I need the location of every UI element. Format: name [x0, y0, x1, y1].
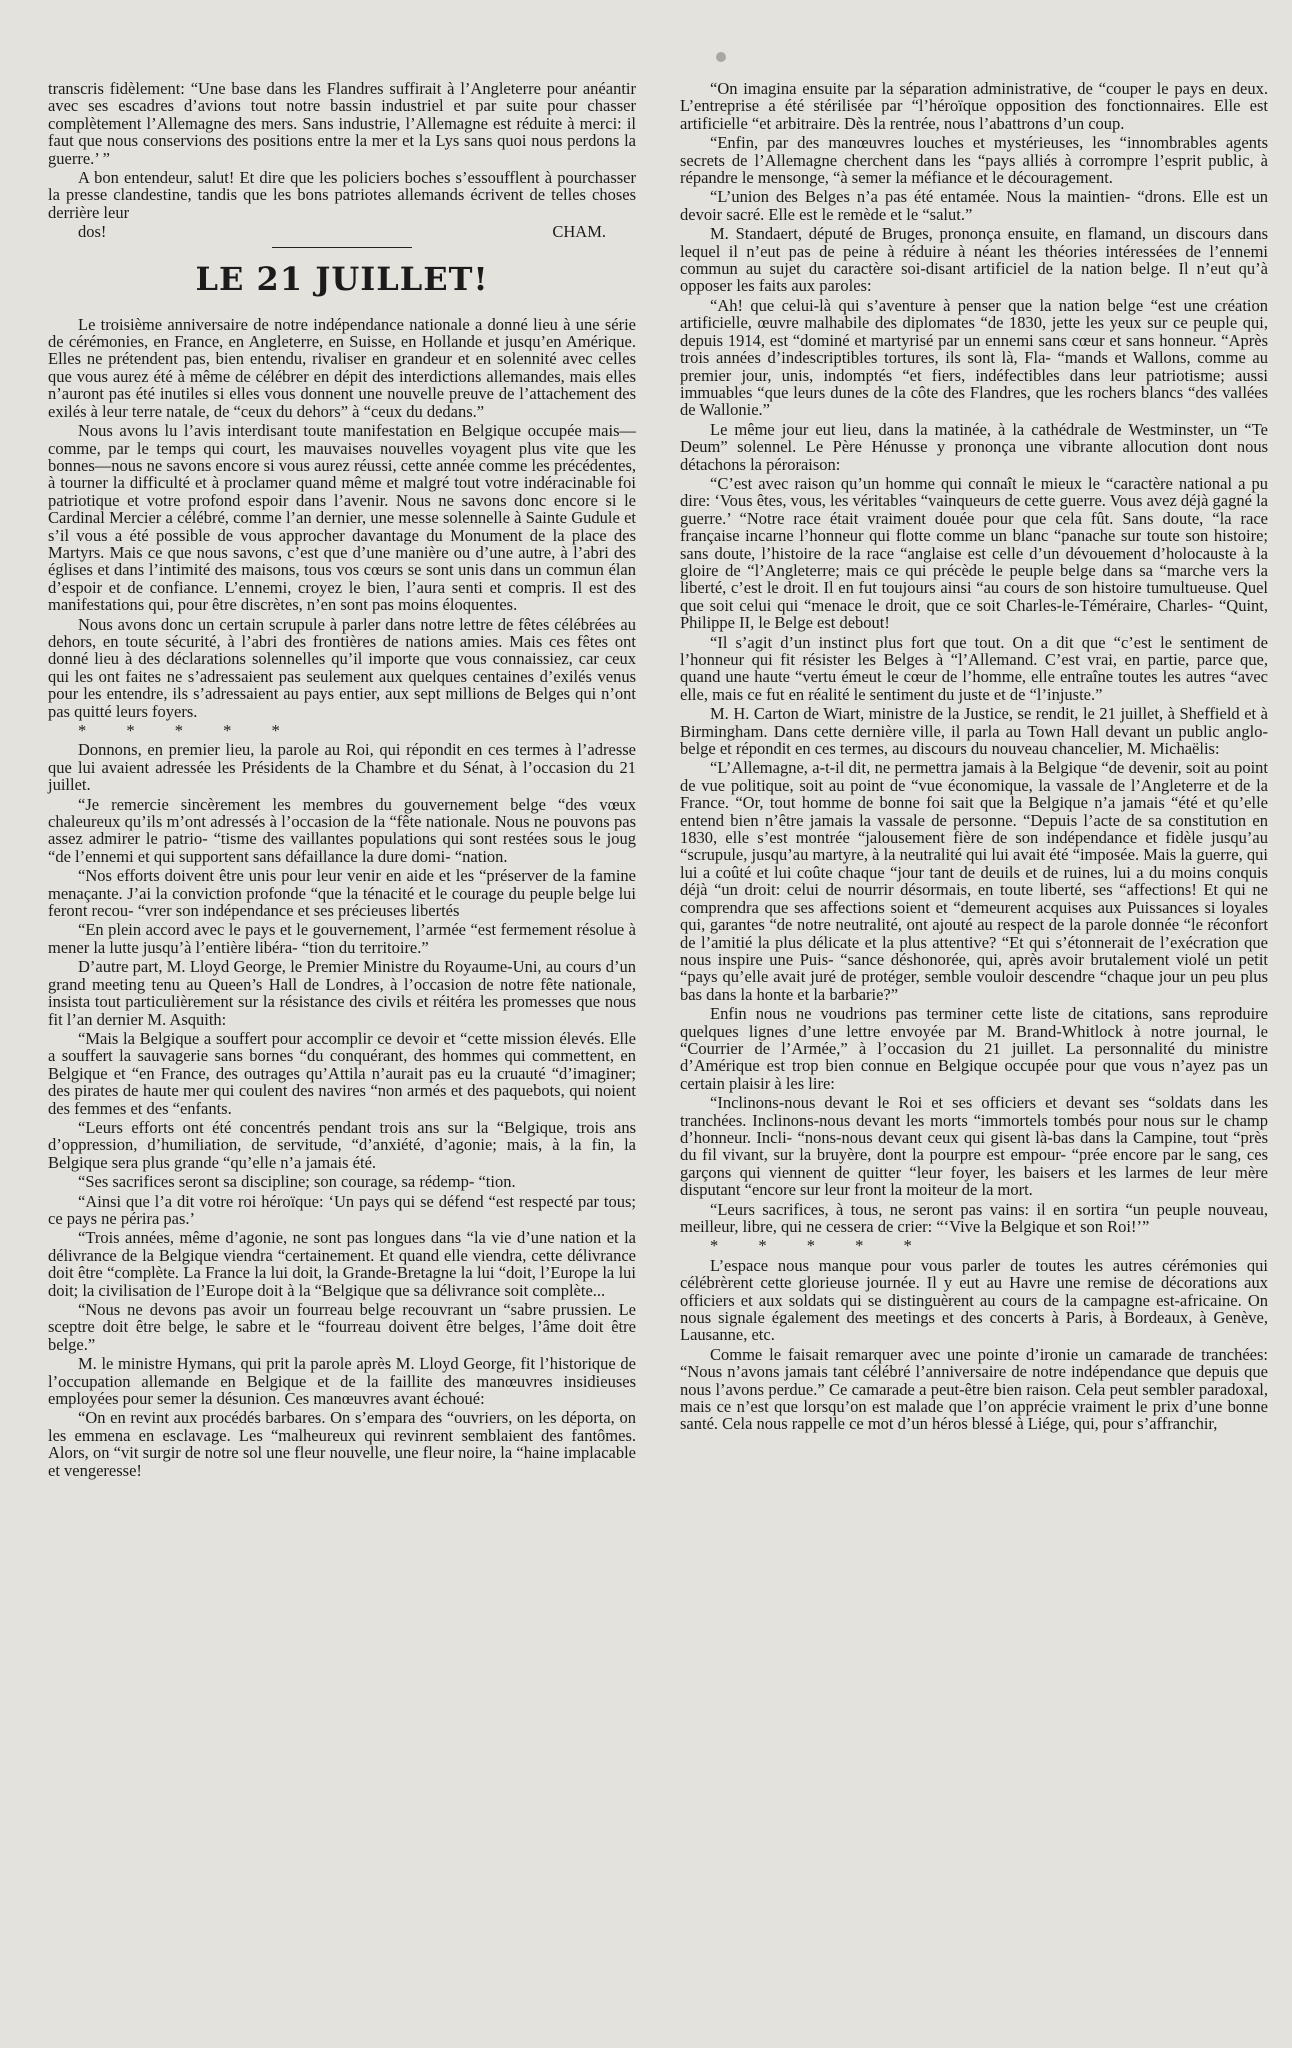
paragraph: “Il s’agit d’un instinct plus fort que tout. On a dit que “c’est le sentiment de l’honneur qui fit résister les Belges à “l’Allemand. C’est vrai, en partie, parce que, quand une haute “vertu émeut le cœur de l’homme, elle entraîne toutes les autres “avec elle, mais ce fut en réalité le sentiment du juste et de “l’injuste.” — [680, 632, 1268, 704]
left-body-part-1 — [48, 316, 636, 720]
paragraph: transcris fidèlement: “Une base dans les Flandres suffirait à l’Angleterre pour anéantir avec ses escadres d’avions tout notre bassin industriel et par suite pour chasser complètement l’Allemagne des mers. Sans industrie, l’Allemagne est réduite à merci: il faut que nous conservions des positions entre la mer et la Lys sans quoi nous perdons la guerre.’ ” — [48, 79, 636, 168]
paragraph: “Nos efforts doivent être unis pour leur venir en aide et les “préserver de la famine menaçante. J’ai la conviction profonde “que la ténacité et le courage du peuple belge lui feront recou- “vrer son indépendance et ses précieuses libertés — [48, 866, 636, 921]
right-column — [680, 80, 1268, 2048]
paragraph: Comme le faisait remarquer avec une pointe d’ironie un camarade de tranchées: “Nous n’avons jamais tant célébré l’anniversaire de notre indépendance que depuis que nous l’avons perdue.” Ce camarade a peut-être bien raison. Cela peut sembler paradoxal, mais ce n’est que lorsqu’on est malade que l’on apprécie vraiment le prix d’une bonne santé. Cela nous rappelle ce mot d’un héros blessé à Liége, qui, pour s’affranchir, — [680, 1344, 1268, 1434]
paragraph: A bon entendeur, salut! Et dire que les policiers boches s’essoufflent à pourchasser la presse clandestine, tandis que les bons patriotes allemands écrivent de telles choses derrière leur — [48, 168, 636, 222]
section-stars: * * * * * — [78, 721, 298, 740]
paragraph: “Nous ne devons pas avoir un fourreau belge recouvrant un “sabre prussien. Le sceptre doit être belge, le sabre et le “fourreau doivent être belges, l’âme doit être belge.” — [48, 1300, 636, 1354]
left-body-part-2 — [48, 741, 636, 1479]
article-headline: LE 21 JUILLET! — [195, 259, 489, 298]
left-column — [48, 80, 636, 2048]
paragraph: “C’est avec raison qu’un homme qui connaît le mieux le “caractère national a pu dire: ‘Vous êtes, vous, les véritables “vainqueurs de cette guerre. Vous avez déjà gagné la guerre.’ “Notre race était vraiment douée pour que cela fût. Sans doute, “la race française incarne l’honneur qui flotte comme un blanc “panache sur toute son histoire; sans doute, l’histoire de la race “anglaise est celle d’un dévouement d’holocauste à la gloire de “l’Angleterre; mais ce qui précède le peuple belge dans sa “marche vers la liberté, c’est le droit. Il en fut toujours ainsi “au cours de son histoire tumultueuse. Quel que soit celui qui “menace le droit, que ce soit Charles-le-Téméraire, Charles- “Quint, Philippe II, le Belge est debout! — [680, 473, 1268, 633]
paragraph: “Inclinons-nous devant le Roi et ses officiers et devant ses “soldats dans les tranchées. Inclinons-nous devant les morts “immortels tombés pour nous sur le champ d’honneur. Incli- “nons-nous devant ceux qui gisent là-bas dans la Campine, tout “près du fil vivant, sur la bruyère, dont la pourpre est empour- “prée encore par le sang, ces garçons qui viennent de quitter “leur foyer, les baisers et les larmes de leur mère disputant “encore sur leur front la moiteur de la mort. — [680, 1093, 1268, 1200]
section-divider — [272, 247, 412, 248]
right-body-part-1 — [680, 80, 1268, 1235]
paragraph: “Ainsi que l’a dit votre roi héroïque: ‘Un pays qui se défend “est respecté par tous; ce pays ne périra pas.’ — [48, 1191, 636, 1228]
right-body-part-2 — [680, 1257, 1268, 1433]
paragraph: M. le ministre Hymans, qui prit la parole après M. Lloyd George, fit l’historique de l’occupation allemande en Belgique et de la faillite des manœuvres insidieuses employées pour semer la désunion. Ces manœuvres avant échoué: — [48, 1354, 636, 1409]
section-stars: * * * * * — [710, 1236, 930, 1256]
paragraph: Le même jour eut lieu, dans la matinée, à la cathédrale de Westminster, un “Te Deum” solennel. Le Père Hénusse y prononça une vibrante allocution dont nous détachons la péroraison: — [680, 419, 1268, 474]
paragraph: “En plein accord avec le pays et le gouvernement, l’armée “est fermement résolue à mener la lutte jusqu’à l’entière libéra- “tion du territoire.” — [48, 920, 636, 957]
paragraph: M. H. Carton de Wiart, ministre de la Justice, se rendit, le 21 juillet, à Sheffield et à Birmingham. Dans cette dernière ville, il parla au Town Hall devant un public anglo-belge et répondit en ces termes, au discours du nouveau chancelier, M. Michaëlis: — [680, 704, 1268, 759]
paragraph: Enfin nous ne voudrions pas terminer cette liste de citations, sans reproduire quelques lignes d’une lettre envoyée par M. Brand-Whitlock à notre journal, le “Courrier de l’Armée,” à l’occasion du 21 juillet. La personnalité du ministre d’Amérique est trop bien connue en Belgique occupée pour que vous n’ayez pas un certain plaisir à les lire: — [680, 1004, 1268, 1093]
paragraph: “Mais la Belgique a souffert pour accomplir ce devoir et “cette mission élevés. Elle a souffert la sauvagerie sans bornes “du conquérant, des hommes qui commettent, en Belgique et “en France, des outrages qu’Attila n’aurait pas eu la cruauté “d’imaginer; des pirates de haute mer qui coulent des navires “non armés et des paquebots, qui noient des femmes et des “enfants. — [48, 1028, 636, 1118]
signoff — [48, 223, 636, 240]
paragraph: Nous avons donc un certain scrupule à parler dans notre lettre de fêtes célébrées au dehors, en toute sécurité, à l’abri des frontières de nations amies. Mais ces fêtes ont donné lieu à des déclarations solennelles qu’il importe que vous connaissiez, car ceux qui les ont faites ne s’adressaient pas seulement aux quelques centaines d’exilés venus pour les entendre, ils s’adressaient au pays entier, aux sept millions de Belges qui n’ont pas quitté leurs foyers. — [48, 614, 636, 721]
paragraph: “L’Allemagne, a-t-il dit, ne permettra jamais à la Belgique “de devenir, soit au point de vue politique, soit au point de “vue économique, la vassale de l’Angleterre et de la France. “Or, tout homme de bonne foi sait que la Belgique n’a jamais “été et qu’elle entend bien n’être jamais la vassale de personne. “Depuis l’acte de sa constitution en 1830, elle s’est montrée “jalousement fière de son indépendance et fidèle jusqu’au “scrupule, jusqu’au martyre, à la neutralité qui lui avait été “imposée. Mais la guerre, qui lui a coûté et lui coûte chaque “jour tant de deuils et de ruines, lui a du moins conquis déjà “un droit: celui de nourrir désormais, en toute liberté, ses “affections! Et qui ne comprendra que ses affections soient et “demeurent acquises aux Puissances si loyales qui, garantes “de notre neutralité, ont ajouté au respect de la parole donnée “le réconfort de l’amitié la plus délicate et la plus attentive? “Et qui s’étonnerait de l’exécration que nous inspire une Puis- “sance déshonorée, qui, après avoir brutalement violé un petit “pays qu’elle avait juré de protéger, semble vouloir descendre “chaque jour un peu plus bas dans la honte et la barbarie?” — [680, 758, 1268, 1004]
paragraph: “Enfin, par des manœuvres louches et mystérieuses, les “innombrables agents secrets de l’Allemagne cherchent dans les “pays alliés à corrompre l’esprit public, à répandre le mensonge, “à semer la méfiance et le découragement. — [680, 133, 1268, 188]
paragraph: “Trois années, même d’agonie, ne sont pas longues dans “la vie d’une nation et la délivrance de la Belgique viendra “certainement. Et quand elle viendra, cette délivrance doit être “complète. La France la lui doit, la Grande-Bretagne la lui “doit, l’Europe la lui doit; la civilisation de l’Europe doit à la “Belgique que sa délivrance soit complète... — [48, 1228, 636, 1300]
punch-hole — [716, 52, 726, 62]
signoff-word: dos! — [78, 222, 107, 242]
paragraph: “On en revint aux procédés barbares. On s’empara des “ouvriers, on les déporta, on les emmena en esclavage. Les “malheureux qui revinrent semblaient des fantômes. Alors, on “vit surgir de notre sol une fleur nouvelle, une fleur noire, la “haine implacable et vengeresse! — [48, 1408, 636, 1480]
paragraph: “Ah! que celui-là qui s’aventure à penser que la nation belge “est une création artificielle, œuvre malhabile des diplomates “de 1830, jette les yeux sur ce peuple qui, depuis 1914, est “dominé et martyrisé par un ennemi sans cœur et sans honneur. “Après trois années d’indescriptibles tortures, ils sont là, Fla- “mands et Wallons, comme au premier jour, unis, indomptés “et fiers, indéfectibles dans leur patriotisme; aussi immuables “que leurs dunes de la côte des Flandres, que les rochers blancs “des vallées de Wallonie.” — [680, 295, 1268, 420]
paragraph: Le troisième anniversaire de notre indépendance nationale a donné lieu à une série de cérémonies, en France, en Angleterre, en Suisse, en Hollande et jusqu’en Amérique. Elles ne prétendent pas, bien entendu, rivaliser en grandeur et en solennité avec celles que vous aurez été à même de célébrer en dépit des interdictions allemandes, mais elles n’auront pas été inutiles si elles vous donnent une nouvelle preuve de l’attachement des exilés à leur terre natale, de “ceux du dehors” à “ceux du dedans.” — [48, 314, 636, 421]
paragraph: L’espace nous manque pour vous parler de toutes les autres cérémonies qui célébrèrent cette glorieuse journée. Il y eut au Havre une remise de décorations aux officiers et aux soldats qui se distinguèrent au cours de la campagne est-africaine. On nous signale également des meetings et des concerts à Paris, à Bordeaux, à Genève, Lausanne, etc. — [680, 1255, 1268, 1345]
paragraph: M. Standaert, député de Bruges, prononça ensuite, en flamand, un discours dans lequel il n’eut pas de peine à réduire à néant les théories intéressées de l’ennemi commun au sujet du caractère soi-disant artificiel de la nation belge. Il n’eut qu’à opposer les faits aux paroles: — [680, 224, 1268, 296]
intro-paragraphs — [48, 80, 636, 241]
paragraph: “On imagina ensuite par la séparation administrative, de “couper le pays en deux. L’entreprise a été stérilisée par “l’héroïque opposition des fonctionnaires. Elle est artificielle “et arbitraire. Dès la rentrée, nous l’abattrons d’un coup. — [680, 79, 1268, 133]
paragraph: Donnons, en premier lieu, la parole au Roi, qui répondit en ces termes à l’adresse que lui avaient adressée les Présidents de la Chambre et du Sénat, à l’occasion du 21 juillet. — [48, 740, 636, 795]
paragraph: “Leurs sacrifices, à tous, ne seront pas vains: il en sortira “un peuple nouveau, meilleur, libre, qui ne cessera de crier: “‘Vive la Belgique et son Roi!’” — [680, 1199, 1268, 1236]
paragraph: “L’union des Belges n’a pas été entamée. Nous la maintien- “drons. Elle est un devoir sacré. Elle est le remède et le “salut.” — [680, 187, 1268, 224]
paragraph: “Leurs efforts ont été concentrés pendant trois ans sur la “Belgique, trois ans d’oppression, d’humiliation, de servitude, “d’anxiété, d’agonie; mais, à la fin, la Belgique sera plus grande “qu’elle n’a jamais été. — [48, 1117, 636, 1172]
author-signature: CHAM. — [552, 222, 606, 242]
paragraph: D’autre part, M. Lloyd George, le Premier Ministre du Royaume-Uni, au cours d’un grand meeting tenu au Queen’s Hall de Londres, à l’occasion de notre fête nationale, insista tout particulièrement sur la résistance des civils et réitéra les promesses que nous fit l’an dernier M. Asquith: — [48, 957, 636, 1029]
paragraph: Nous avons lu l’avis interdisant toute manifestation en Belgique occupée mais—comme, par le temps qui court, les mauvaises nouvelles voyagent plus vite que les bonnes—nous ne savons encore si vous aurez réussi, cette année comme les précédentes, à tourner la difficulté et à proclamer quand même et malgré tout votre indéracinable foi patriotique et votre profond espoir dans l’avenir. Nous ne savons donc encore si le Cardinal Mercier a célébré, comme l’an dernier, une messe solennelle à Sainte Gudule et s’il vous a été possible de vous approcher davantage du Monument de la place des Martyrs. Mais ce que nous savons, c’est que d’une manière ou d’une autre, à l’abri des églises et dans l’intimité des maisons, tous vos cœurs se sont unis dans un commun élan d’espoir et de confiance. L’ennemi, croyez le bien, l’aura senti et compris. Il est des manifestations qui, pour être discrètes, n’en sont pas moins éloquentes. — [48, 421, 636, 615]
paragraph: “Je remercie sincèrement les membres du gouvernement belge “des vœux chaleureux qu’ils m’ont adressés à l’occasion de la “fête nationale. Nous ne pouvons pas assez admirer le patrio- “tisme des vaillantes populations qui sont restées sous le joug “de l’ennemi et qui supportent sans défaillance la dure domi- “nation. — [48, 794, 636, 866]
paragraph: “Ses sacrifices seront sa discipline; son courage, sa rédemp- “tion. — [78, 1172, 516, 1192]
